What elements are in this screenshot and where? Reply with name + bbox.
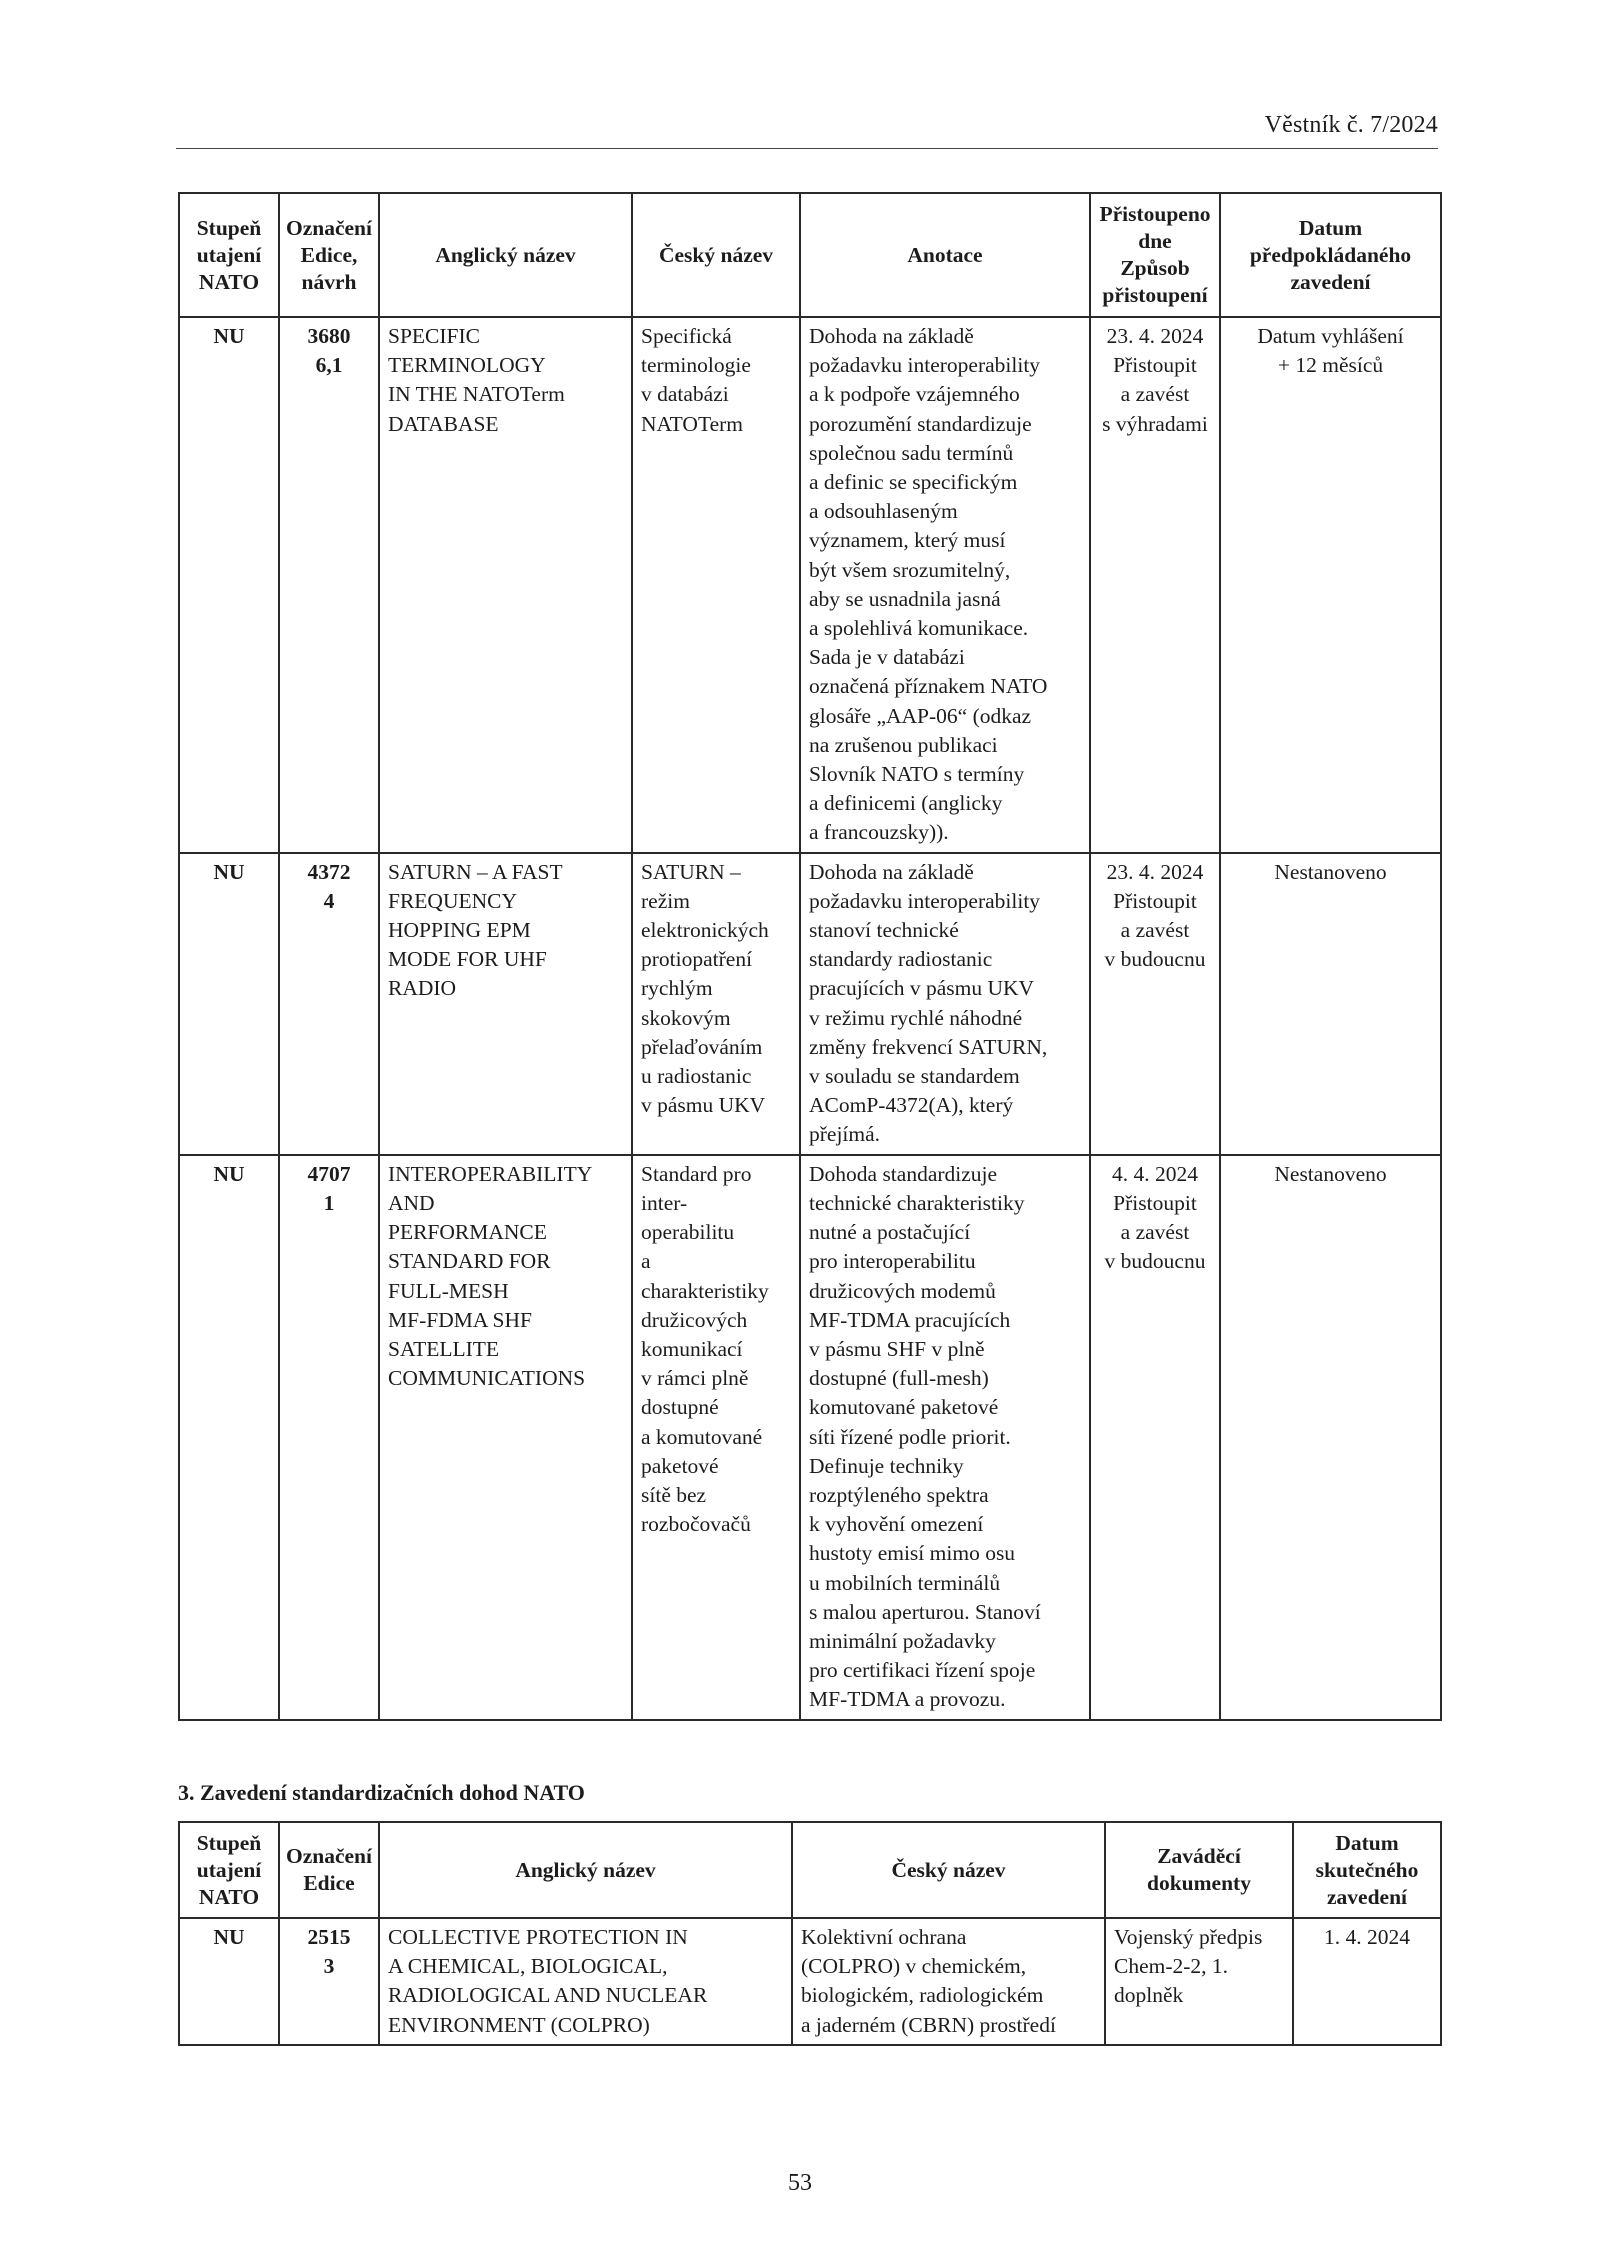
header-designation: Označení Edice xyxy=(279,1822,379,1918)
level-cell: NU xyxy=(179,317,279,853)
header-actual-date: Datum skutečného zavedení xyxy=(1293,1822,1441,1918)
header-english-name: Anglický název xyxy=(379,193,632,317)
czech-name-cell: SATURN – režim elektronických protiopatření rychlým skokovým přelaďováním u radiostanic v pásmu UKV xyxy=(632,853,800,1155)
english-name-cell: SPECIFIC TERMINOLOGY IN THE NATOTerm DATABASE xyxy=(379,317,632,853)
accession-cell: 23. 4. 2024 Přistoupit a zavést s výhradami xyxy=(1090,317,1220,853)
documents-cell: Vojenský předpis Chem-2-2, 1. doplněk xyxy=(1105,1918,1293,2045)
english-name-cell: SATURN – A FAST FREQUENCY HOPPING EPM MODE FOR UHF RADIO xyxy=(379,853,632,1155)
header-documents: Zaváděcí dokumenty xyxy=(1105,1822,1293,1918)
header-english-name: Anglický název xyxy=(379,1822,792,1918)
table-row xyxy=(179,853,1441,1155)
annotation-cell: Dohoda na základě požadavku interoperability stanoví technické standardy radiostanic pracujících v pásmu UKV v režimu rychlé náhodné změny frekvencí SATURN, v souladu se standardem AComP-4372(A), který přejímá. xyxy=(800,853,1090,1155)
header-level: Stupeň utajení NATO xyxy=(179,193,279,317)
czech-name-cell: Standard pro inter- operabilitu a charakteristiky družicových komunikací v rámci plně dostupné a komutované paketové sítě bez rozbočovačů xyxy=(632,1155,800,1720)
designation-cell: 3680 6,1 xyxy=(279,317,379,853)
table-row xyxy=(179,1918,1441,2045)
level-cell: NU xyxy=(179,1155,279,1720)
page-header xyxy=(176,112,1438,149)
actual-date-cell: 1. 4. 2024 xyxy=(1293,1918,1441,2045)
accession-cell: 4. 4. 2024 Přistoupit a zavést v budoucnu xyxy=(1090,1155,1220,1720)
table-row xyxy=(179,1155,1441,1720)
table-header-row xyxy=(179,193,1441,317)
annotation-cell: Dohoda standardizuje technické charakteristiky nutné a postačující pro interoperabilitu družicových modemů MF-TDMA pracujících v pásmu SHF v plně dostupné (full-mesh) komutované paketové síti řízené podle priorit. Definuje techniky rozptýleného spektra k vyhovění omezení hustoty emisí mimo osu u mobilních terminálů s malou aperturou. Stanoví minimální požadavky pro certifikaci řízení spoje MF-TDMA a provozu. xyxy=(800,1155,1090,1720)
designation-cell: 4707 1 xyxy=(279,1155,379,1720)
english-name-cell: INTEROPERABILITY AND PERFORMANCE STANDARD FOR FULL-MESH MF-FDMA SHF SATELLITE COMMUNICATIONS xyxy=(379,1155,632,1720)
header-implementation-date: Datum předpokládaného zavedení xyxy=(1220,193,1441,317)
czech-name-cell: Specifická terminologie v databázi NATOTerm xyxy=(632,317,800,853)
page-number: 53 xyxy=(788,2170,812,2196)
designation-cell: 4372 4 xyxy=(279,853,379,1155)
implementation-date-cell: Nestanoveno xyxy=(1220,1155,1441,1720)
accession-table xyxy=(178,192,1442,1721)
level-cell: NU xyxy=(179,853,279,1155)
czech-name-cell: Kolektivní ochrana (COLPRO) v chemickém, biologickém, radiologickém a jaderném (CBRN) prostředí xyxy=(792,1918,1105,2045)
implementation-date-cell: Datum vyhlášení + 12 měsíců xyxy=(1220,317,1441,853)
annotation-cell: Dohoda na základě požadavku interoperability a k podpoře vzájemného porozumění standardizuje společnou sadu termínů a definic se specifickým a odsouhlaseným významem, který musí být všem srozumitelný, aby se usnadnila jasná a spolehlivá komunikace. Sada je v databázi označená příznakem NATO glosáře „AAP-06“ (odkaz na zrušenou publikaci Slovník NATO s termíny a definicemi (anglicky a francouzsky)). xyxy=(800,317,1090,853)
header-designation: Označení Edice, návrh xyxy=(279,193,379,317)
table-row xyxy=(179,317,1441,853)
bulletin-title: Věstník č. 7/2024 xyxy=(1264,112,1438,138)
header-czech-name: Český název xyxy=(632,193,800,317)
header-annotation: Anotace xyxy=(800,193,1090,317)
level-cell: NU xyxy=(179,1918,279,2045)
implementation-table xyxy=(178,1821,1442,2046)
implementation-date-cell: Nestanoveno xyxy=(1220,853,1441,1155)
designation-cell: 2515 3 xyxy=(279,1918,379,2045)
english-name-cell: COLLECTIVE PROTECTION IN A CHEMICAL, BIOLOGICAL, RADIOLOGICAL AND NUCLEAR ENVIRONMENT (COLPRO) xyxy=(379,1918,792,2045)
header-level: Stupeň utajení NATO xyxy=(179,1822,279,1918)
header-accession: Přistoupeno dne Způsob přistoupení xyxy=(1090,193,1220,317)
section-heading: 3. Zavedení standardizačních dohod NATO xyxy=(178,1780,585,1805)
header-czech-name: Český název xyxy=(792,1822,1105,1918)
accession-cell: 23. 4. 2024 Přistoupit a zavést v budoucnu xyxy=(1090,853,1220,1155)
table-header-row xyxy=(179,1822,1441,1918)
